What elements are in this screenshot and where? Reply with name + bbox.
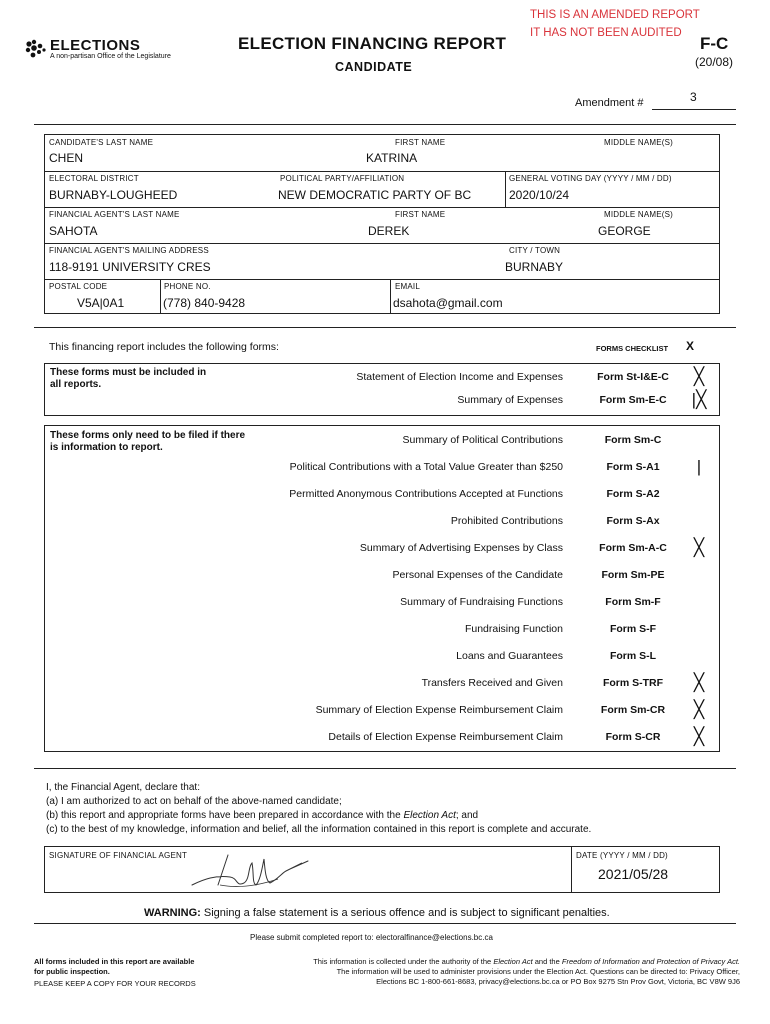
amended-notice [530,8,700,41]
form-code: Form Sm-E-C [599,394,667,406]
candidate-first-name-label: FIRST NAME [395,138,446,147]
postal-code: V5A|0A1 [77,296,125,310]
divider-warning [34,923,736,924]
form-name: Personal Expenses of the Candidate [392,569,563,581]
date-value: 2021/05/28 [598,866,669,882]
agent-city: BURNABY [505,260,564,274]
postal-code-label: POSTAL CODE [49,282,108,291]
form-code: Form S-CR [605,731,661,743]
form-code: Form S-F [609,623,657,635]
required-forms-note: These forms must be included in all reports. [50,367,207,390]
phone-value: (778) 840-9428 [163,296,246,310]
agent-last-name-label: FINANCIAL AGENT'S LAST NAME [49,210,180,219]
form-code: Form S-A2 [606,488,660,500]
warning [144,907,610,919]
agent-first-name-label: FIRST NAME [395,210,446,219]
form-code: Form Sm-F [605,596,661,608]
district-value: BURNABY-LOUGHEED [49,188,178,202]
form-name: Fundraising Function [464,623,563,635]
form-checkbox[interactable]: | [696,457,702,476]
logo-mark-icon [24,38,48,60]
date-label: DATE (YYYY / MM / DD) [576,851,668,860]
form-code: Form S-TRF [602,677,664,689]
form-checkbox[interactable]: ╳ [693,700,705,719]
form-name: Permitted Anonymous Contributions Accepted at Functions [289,488,563,500]
form-name: Statement of Election Income and Expenses [356,371,563,383]
forms-checklist-mark: X [686,339,695,353]
public-inspection-note: All forms included in this report are available for public inspection. PLEASE KEEP A COPY FOR YOUR RECORDS [34,957,234,989]
submit-note: Please submit completed report to: electoralfinance@elections.bc.ca [250,933,493,942]
agent-middle-name: GEORGE [598,224,651,238]
candidate-last-name: CHEN [49,151,84,165]
form-name: Summary of Expenses [457,394,563,406]
agent-last-name: SAHOTA [49,224,98,238]
agent-middle-name-label: MIDDLE NAME(S) [604,210,674,219]
email-value: dsahota@gmail.com [393,296,503,310]
optional-forms-note: These forms only need to be filed if there is information to report. [50,430,246,453]
voting-day-label: GENERAL VOTING DAY (YYYY / MM / DD) [509,174,672,183]
form-name: Details of Election Expense Reimbursement Claim [328,731,563,743]
form-name: Summary of Election Expense Reimbursement Claim [315,704,563,716]
election-act-ref: Election Act [403,810,456,821]
warning-text: Signing a false statement is a serious offence and is subject to significant penalties. [203,907,610,919]
form-code: Form S-A1 [606,461,660,473]
warning-label: WARNING: [144,907,201,919]
agent-first-name: DEREK [368,224,410,238]
amendment-underline [652,109,736,110]
report-subtitle: CANDIDATE [335,60,413,74]
form-checkbox[interactable]: ╳ [693,538,705,557]
form-code: Form Sm-C [604,434,662,446]
divider-info [34,327,736,328]
signature-image [190,845,315,893]
divider-forms [34,768,736,769]
candidate-first-name: KATRINA [366,151,418,165]
forms-intro: This financing report includes the following forms: [49,341,279,353]
declaration-c: (c) to the best of my knowledge, information and belief, all the information contained in this report is complete and accurate. [46,824,592,835]
form-name: Loans and Guarantees [456,650,563,662]
agent-address: 118-9191 UNIVERSITY CRES [49,260,211,274]
declaration-b: (b) this report and appropriate forms have been prepared in accordance with the Election Act; and [46,810,479,821]
form-code: Form Sm-CR [600,704,666,716]
district-label: ELECTORAL DISTRICT [49,174,139,183]
keep-copy-note: PLEASE KEEP A COPY FOR YOUR RECORDS [34,979,196,988]
candidate-last-name-label: CANDIDATE'S LAST NAME [49,138,154,147]
party-value: NEW DEMOCRATIC PARTY OF BC [278,188,472,202]
privacy-note: This information is collected under the authority of the Election Act and the Freedom of Information and Protection of Privacy Act. The information will be used to administer provisions under the Election Act. Questions can be directed to: Privacy Officer, Elections BC 1-800-661-8683, privacy@elections.bc.ca or PO Box 9275 Stn Prov Govt, Victoria, BC V8W 9J6 [313,957,740,986]
signature-label: SIGNATURE OF FINANCIAL AGENT [49,851,188,860]
form-name: Summary of Fundraising Functions [400,596,563,608]
form-code: F-C [700,34,729,53]
forms-checklist-label: FORMS CHECKLIST [596,344,669,353]
candidate-middle-name-label: MIDDLE NAME(S) [604,138,674,147]
amended-line-2: IT HAS NOT BEEN AUDITED [530,27,682,39]
voting-day-value: 2020/10/24 [509,188,570,202]
form-code: Form Sm-A-C [599,542,667,554]
declaration-a: (a) I am authorized to act on behalf of the above-named candidate; [46,796,342,807]
form-name: Prohibited Contributions [450,515,563,527]
form-code: Form St-I&E-C [597,371,669,383]
phone-label: PHONE NO. [164,282,211,291]
form-name: Transfers Received and Given [421,677,563,689]
divider-top [34,124,736,125]
form-code: Form S-L [609,650,657,662]
declaration-intro: I, the Financial Agent, declare that: [46,782,200,793]
amendment-label: Amendment # [575,97,644,109]
logo-word: ELECTIONS [50,37,141,54]
email-label: EMAIL [395,282,421,291]
amendment-value: 3 [690,90,697,104]
declaration [46,781,726,837]
party-label: POLITICAL PARTY/AFFILIATION [280,174,405,183]
amended-line-1: THIS IS AN AMENDED REPORT [530,9,700,21]
optional-forms-box [44,425,720,752]
form-checkbox[interactable]: |╳ [691,390,707,409]
form-checkbox[interactable]: ╳ [693,673,705,692]
form-version: (20/08) [695,55,734,69]
form-code: Form Sm-PE [601,569,665,581]
logo-tagline: A non-partisan Office of the Legislature [50,53,171,60]
form-checkbox[interactable]: ╳ [693,727,705,746]
form-name: Summary of Advertising Expenses by Class [359,542,563,554]
form-code: Form S-Ax [606,515,660,527]
form-name: Summary of Political Contributions [402,434,563,446]
form-name: Political Contributions with a Total Value Greater than $250 [289,461,563,473]
agent-address-label: FINANCIAL AGENT'S MAILING ADDRESS [49,246,209,255]
agent-city-label: CITY / TOWN [509,246,561,255]
report-title: ELECTION FINANCING REPORT [238,34,507,53]
form-checkbox[interactable]: ╳ [693,367,705,386]
